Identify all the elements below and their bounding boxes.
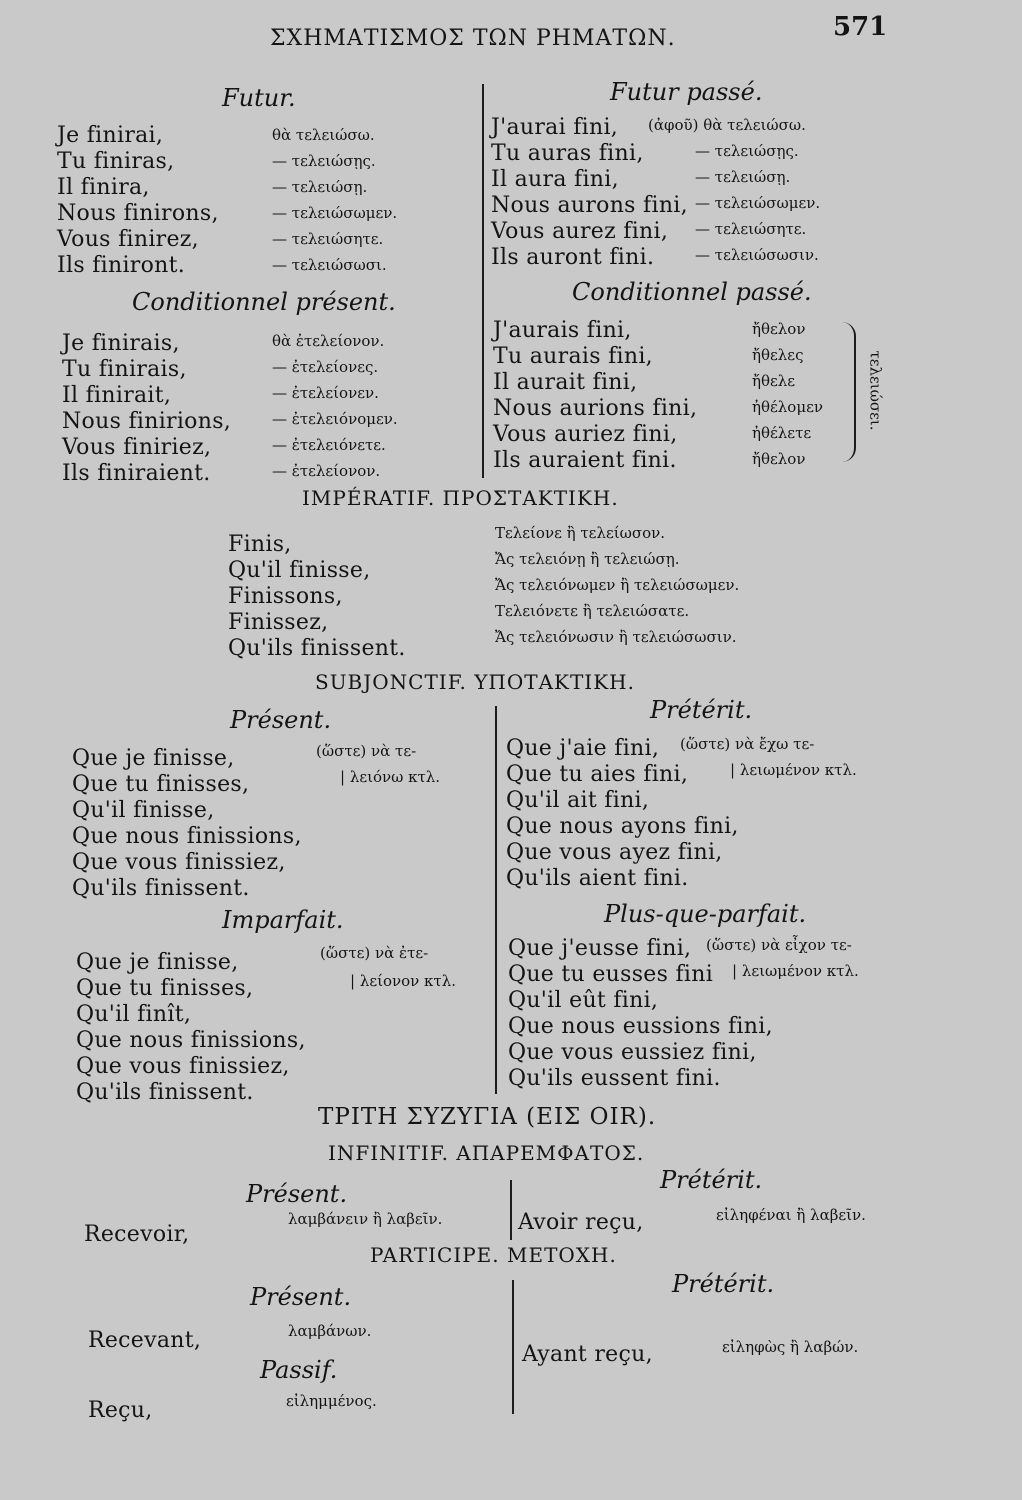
futur-passe-fr-5: Vous aurez fini,	[491, 219, 669, 244]
futur-passe-fr-2: Tu auras fini,	[491, 141, 644, 166]
page-number: 571	[833, 12, 888, 42]
participe-passif-fr: Reçu,	[88, 1398, 153, 1423]
cond-passe-gr-5: ἠθέλετε	[752, 424, 812, 442]
subj-pqp-heading: Plus-que-parfait.	[604, 900, 807, 928]
imperatif-gr-1: Τελείονε ἢ τελείωσον.	[495, 524, 665, 542]
subj-preterit-2: Que tu aies fini,	[506, 762, 689, 787]
cond-present-gr-5: — ἐτελειόνετε.	[272, 436, 386, 454]
futur-gr-4: — τελειώσωμεν.	[272, 204, 398, 222]
running-header: ΣΧΗΜΑΤΙΣΜΟΣ ΤΩΝ ΡΗΜΑΤΩΝ.	[270, 26, 676, 51]
futur-passe-gr-2: — τελειώσῃς.	[695, 142, 799, 160]
subj-pqp-1: Que j'eusse fini,	[508, 936, 692, 961]
futur-fr-2: Tu finiras,	[57, 149, 175, 174]
cond-passe-fr-5: Vous auriez fini,	[493, 422, 678, 447]
futur-passe-gr-4: — τελειώσωμεν.	[695, 194, 821, 212]
subj-pqp-6: Qu'ils eussent fini.	[508, 1066, 721, 1091]
participe-preterit-heading: Prétérit.	[672, 1270, 775, 1298]
subj-present-gr-1: (ὥστε) νὰ τε-	[316, 742, 417, 760]
cond-present-fr-6: Ils finiraient.	[62, 461, 211, 486]
cond-present-gr-6: — ἐτελείονον.	[272, 462, 381, 480]
cond-passe-side-word: τελειώσει.	[866, 350, 885, 431]
futur-passe-gr-1: (ἀφοῦ) θὰ τελειώσω.	[648, 116, 806, 134]
futur-fr-5: Vous finirez,	[57, 227, 199, 252]
conjugation-heading: ΤΡΙΤΗ ΣΥΖΥΓΙΑ (ΕΙΣ OIR).	[318, 1104, 657, 1130]
futur-fr-1: Je finirai,	[57, 123, 164, 148]
subj-pqp-5: Que vous eussiez fini,	[508, 1040, 757, 1065]
subj-preterit-gr-1: (ὥστε) νὰ ἔχω τε-	[680, 735, 815, 753]
cond-passe-fr-3: Il aurait fini,	[493, 370, 638, 395]
subj-preterit-gr-2: | λειωμένον κτλ.	[730, 761, 857, 779]
futur-passe-heading: Futur passé.	[610, 78, 763, 106]
participe-preterit-gr: εἰληφὼς ἢ λαβών.	[722, 1338, 859, 1356]
infinitif-preterit-heading: Prétérit.	[660, 1166, 763, 1194]
subj-present-4: Que nous finissions,	[72, 824, 302, 849]
participe-passif-gr: εἰλημμένος.	[286, 1392, 377, 1410]
subj-imparfait-4: Que nous finissions,	[76, 1028, 306, 1053]
subj-imparfait-heading: Imparfait.	[222, 906, 344, 934]
cond-passe-fr-6: Ils auraient fini.	[493, 448, 677, 473]
infinitif-present-heading: Présent.	[246, 1180, 348, 1208]
cond-passe-gr-1: ἤθελον	[752, 320, 806, 338]
subj-preterit-6: Qu'ils aient fini.	[506, 866, 689, 891]
infinitif-present-fr: Recevoir,	[84, 1222, 190, 1247]
futur-passe-fr-6: Ils auront fini.	[491, 245, 655, 270]
infinitif-preterit-gr: εἰληφέναι ἢ λαβεῖν.	[716, 1206, 866, 1224]
subj-preterit-5: Que vous ayez fini,	[506, 840, 723, 865]
futur-passe-gr-6: — τελειώσωσιν.	[695, 246, 819, 264]
subj-preterit-heading: Prétérit.	[650, 696, 753, 724]
cond-present-gr-2: — ἐτελείονες.	[272, 358, 379, 376]
participe-heading: PARTICIPE. ΜΕΤΟΧΗ.	[370, 1243, 617, 1267]
subj-imparfait-1: Que je finisse,	[76, 950, 239, 975]
subj-pqp-4: Que nous eussions fini,	[508, 1014, 773, 1039]
subj-present-6: Qu'ils finissent.	[72, 876, 250, 901]
participe-present-gr: λαμβάνων.	[288, 1322, 372, 1340]
futur-passe-gr-5: — τελειώσητε.	[695, 220, 807, 238]
subj-pqp-gr-2: | λειωμένον κτλ.	[732, 962, 859, 980]
futur-gr-2: — τελειώσῃς.	[272, 152, 376, 170]
infinitif-preterit-fr: Avoir reçu,	[518, 1210, 644, 1235]
subj-imparfait-3: Qu'il finît,	[76, 1002, 192, 1027]
subj-present-gr-2: | λειόνω κτλ.	[340, 768, 441, 786]
cond-passe-gr-4: ἠθέλομεν	[752, 398, 823, 416]
column-divider	[482, 84, 484, 478]
futur-passe-fr-4: Nous aurons fini,	[491, 193, 688, 218]
futur-fr-6: Ils finiront.	[57, 253, 186, 278]
column-divider-infinitif	[510, 1180, 512, 1240]
infinitif-present-gr: λαμβάνειν ἢ λαβεῖν.	[288, 1210, 443, 1228]
subj-present-1: Que je finisse,	[72, 746, 235, 771]
conditionnel-present-heading: Conditionnel présent.	[132, 288, 396, 316]
subj-present-3: Qu'il finisse,	[72, 798, 215, 823]
subj-preterit-3: Qu'il ait fini,	[506, 788, 650, 813]
imperatif-gr-4: Τελειόνετε ἢ τελειώσατε.	[495, 602, 690, 620]
imperatif-fr-1: Finis,	[228, 532, 292, 557]
subj-preterit-4: Que nous ayons fini,	[506, 814, 739, 839]
curly-brace	[836, 322, 856, 462]
cond-present-fr-1: Je finirais,	[62, 331, 180, 356]
cond-present-fr-2: Tu finirais,	[62, 357, 187, 382]
futur-passe-fr-3: Il aura fini,	[491, 167, 619, 192]
futur-gr-6: — τελειώσωσι.	[272, 256, 387, 274]
participe-passif-heading: Passif.	[260, 1356, 338, 1384]
participe-preterit-fr: Ayant reçu,	[522, 1342, 653, 1367]
participe-present-fr: Recevant,	[88, 1328, 202, 1353]
cond-passe-fr-1: J'aurais fini,	[493, 318, 632, 343]
futur-heading: Futur.	[222, 84, 296, 112]
subj-present-2: Que tu finisses,	[72, 772, 250, 797]
infinitif-heading: INFINITIF. ΑΠΑΡΕΜΦΑΤΟΣ.	[328, 1141, 645, 1165]
cond-passe-fr-2: Tu aurais fini,	[493, 344, 653, 369]
imperatif-gr-3: Ἄς τελειόνωμεν ἢ τελειώσωμεν.	[495, 576, 740, 594]
subj-preterit-1: Que j'aie fini,	[506, 736, 660, 761]
cond-present-gr-3: — ἐτελείονεν.	[272, 384, 379, 402]
subjonctif-heading: SUBJONCTIF. ΥΠΟΤΑΚΤΙΚΗ.	[315, 670, 635, 694]
cond-passe-fr-4: Nous aurions fini,	[493, 396, 698, 421]
conditionnel-passe-heading: Conditionnel passé.	[572, 278, 812, 306]
cond-present-gr-1: θὰ ἐτελείονον.	[272, 332, 385, 350]
subj-imparfait-5: Que vous finissiez,	[76, 1054, 290, 1079]
cond-present-gr-4: — ἐτελειόνομεν.	[272, 410, 398, 428]
imperatif-gr-5: Ἄς τελειόνωσιν ἢ τελειώσωσιν.	[495, 628, 737, 646]
cond-passe-gr-3: ἤθελε	[752, 372, 796, 390]
participe-present-heading: Présent.	[250, 1283, 352, 1311]
cond-passe-gr-6: ἤθελον	[752, 450, 806, 468]
futur-fr-3: Il finira,	[57, 175, 150, 200]
futur-gr-1: θὰ τελειώσω.	[272, 126, 375, 144]
futur-gr-5: — τελειώσητε.	[272, 230, 384, 248]
futur-passe-fr-1: J'aurai fini,	[491, 115, 619, 140]
cond-present-fr-3: Il finirait,	[62, 383, 172, 408]
subj-present-heading: Présent.	[230, 706, 332, 734]
imperatif-fr-3: Finissons,	[228, 584, 343, 609]
subj-present-5: Que vous finissiez,	[72, 850, 286, 875]
subj-pqp-2: Que tu eusses fini	[508, 962, 714, 987]
futur-fr-4: Nous finirons,	[57, 201, 219, 226]
subj-pqp-3: Qu'il eût fini,	[508, 988, 659, 1013]
cond-present-fr-4: Nous finirions,	[62, 409, 232, 434]
imperatif-fr-5: Qu'ils finissent.	[228, 636, 406, 661]
cond-present-fr-5: Vous finiriez,	[62, 435, 212, 460]
subj-imparfait-2: Que tu finisses,	[76, 976, 254, 1001]
subj-imparfait-gr-1: (ὥστε) νὰ ἐτε-	[320, 944, 429, 962]
futur-passe-gr-3: — τελειώσῃ.	[695, 168, 791, 186]
imperatif-fr-4: Finissez,	[228, 610, 329, 635]
futur-gr-3: — τελειώσῃ.	[272, 178, 368, 196]
imperatif-fr-2: Qu'il finisse,	[228, 558, 371, 583]
cond-passe-gr-2: ἤθελες	[752, 346, 804, 364]
subj-pqp-gr-1: (ὥστε) νὰ εἶχον τε-	[706, 936, 852, 954]
imperatif-gr-2: Ἄς τελειόνῃ ἢ τελειώσῃ.	[495, 550, 680, 568]
subj-imparfait-gr-2: | λείονον κτλ.	[350, 972, 456, 990]
imperatif-heading: IMPÉRATIF. ΠΡΟΣΤΑΚΤΙΚΗ.	[302, 486, 619, 510]
subj-imparfait-6: Qu'ils finissent.	[76, 1080, 254, 1105]
column-divider-subjonctif	[495, 706, 497, 1094]
column-divider-participe	[512, 1280, 514, 1414]
